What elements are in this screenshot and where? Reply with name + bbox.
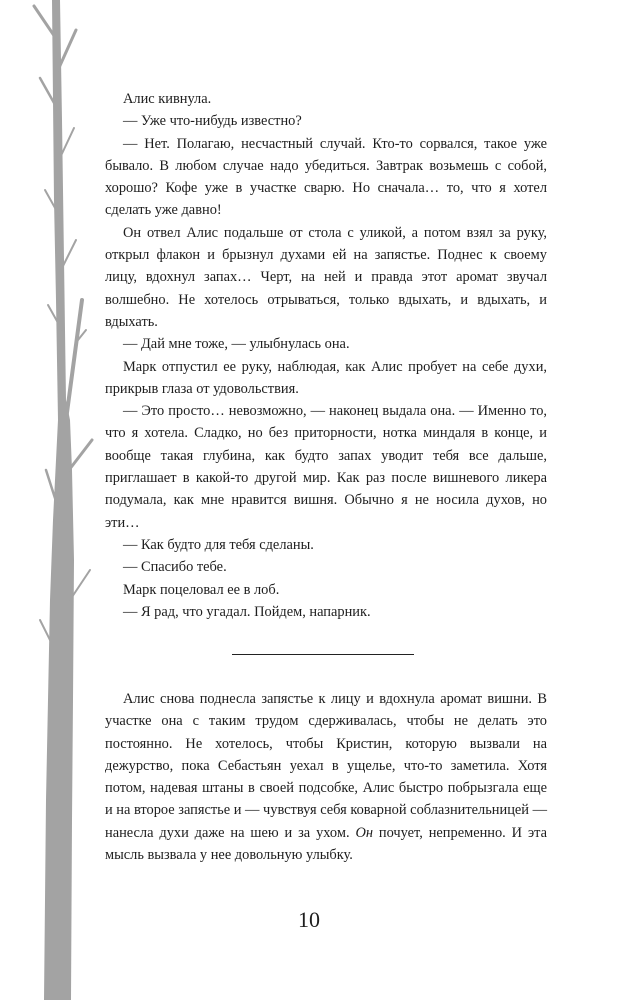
paragraph: Марк поцеловал ее в лоб. xyxy=(123,581,280,598)
paragraph: — Спасибо тебе. xyxy=(123,559,227,576)
paragraph: — Это просто… невозможно, — наконец выдала она. — Именно то, что я хотела. Сладко, но без приторности, нотка миндаля в конце, и вообще такая глубина, как будто запах уводит тебя все дальше, приглашает в какой-то другой мир. Как раз после вишневого ликера подумала, как мне нравится вишня. Обычно я не носила духов, но эти… xyxy=(105,403,547,531)
paragraph xyxy=(105,688,547,866)
page-number: 10 xyxy=(298,907,320,932)
section-divider xyxy=(232,654,414,655)
paragraph: — Дай мне тоже, — улыбнулась она. xyxy=(123,336,350,353)
paragraph: Он отвел Алис подальше от стола с уликой, а потом взял за руку, открыл флакон и брызнул духами ей на запястье. Поднес к своему лицу, вдохнул запах… Черт, на ней и правда этот аромат звучал волшебно. Не хотелось отрываться, только вдыхать, и вдыхать, и вдыхать. xyxy=(105,224,547,330)
text-section-2 xyxy=(105,688,547,866)
paragraph: — Как будто для тебя сделаны. xyxy=(123,536,314,553)
paragraph: Алис кивнула. xyxy=(123,91,212,107)
paragraph: — Уже что-нибудь известно? xyxy=(123,113,302,130)
paragraph: Марк отпустил ее руку, наблюдая, как Алис пробует на себе духи, прикрыв глаза от удовольствия. xyxy=(105,358,547,397)
paragraph-part: Алис снова поднесла запястье к лицу и вдохнула аромат вишни. В участке она с таким трудом сдерживалась, чтобы не делать это постоянно. Не хотелось, чтобы Кристин, которую вызвали на дежурство, пока Себастьян уехал в ущелье, что-то заметила. Хотя потом, надевая штаны в своей подсобке, Алис быстро побрызгала еще и на второе запястье и — чувствуя себя коварной соблазнительницей — нанесла духи даже на шею и за ухом. xyxy=(105,691,547,841)
paragraph-part: почует, непременно. И эта мысль вызвала у нее довольную улыбку. xyxy=(105,824,547,864)
italic-emphasis: Он xyxy=(355,824,373,841)
text-section-1 xyxy=(105,88,547,623)
paragraph: — Я рад, что угадал. Пойдем, напарник. xyxy=(123,603,371,620)
paragraph: — Нет. Полагаю, несчастный случай. Кто-то сорвался, такое уже бывало. В любом случае надо убедиться. Завтрак возьмешь с собой, хорошо? Кофе уже в участке сварю. Но сначала… то, что я хотел сделать уже давно! xyxy=(105,135,547,219)
